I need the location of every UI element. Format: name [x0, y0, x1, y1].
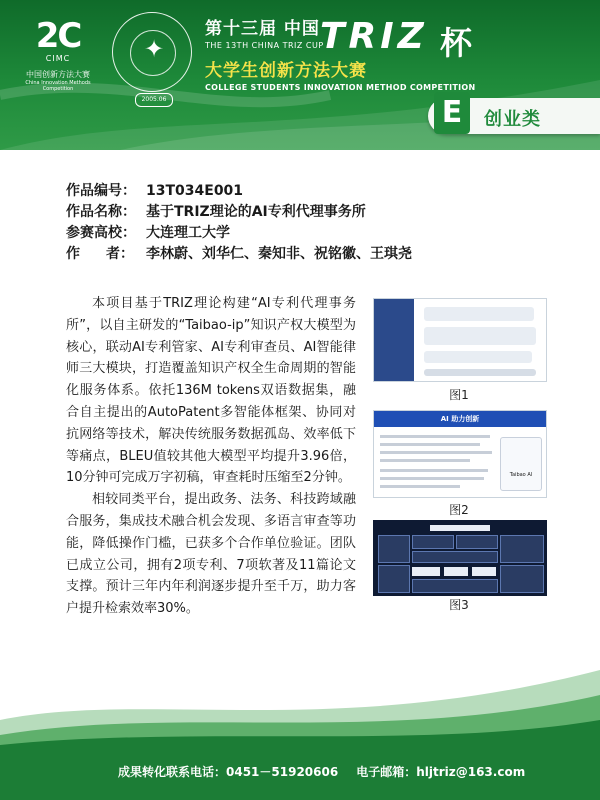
subtitle-cn: 大学生创新方法大赛 [205, 61, 367, 81]
entry-school-value: 大连理工大学 [146, 225, 230, 241]
subtitle-en: COLLEGE STUDENTS INNOVATION METHOD COMPETITION [205, 83, 476, 92]
entry-school-row [66, 223, 412, 244]
category-label: 创业类 [484, 109, 541, 130]
figure-1-screenshot [373, 298, 547, 382]
triz-wordmark: TRIZ [320, 16, 428, 57]
entry-id-label: 作品编号： [66, 183, 136, 199]
cup-wordmark: 杯 [440, 24, 473, 62]
cimc-logo-en: China Innovation Methods Competition [25, 80, 91, 92]
description-paragraph-1: 本项目基于TRIZ理论构建“AI专利代理事务所”，以自主研发的“Taibao-ip”知识产权大模型为核心，联动AI专利管家、AI专利审查员、AI智能律师三大模块，打造覆盖知识产权全生命周期的智能化服务体系。依托136M tokens双语数据集，融合自主提出的AutoPatent多智能体框架、协同对抗网络等技术，解决传统服务数据孤岛、效率低下等痛点，BLEU值较其他大模型平均提升3.96倍，10分钟可完成万字初稿，审查耗时压缩至2分钟。 [66, 296, 356, 486]
entry-author-value: 李林蔚、刘华仁、秦知非、祝铭徽、王琪尧 [146, 246, 412, 262]
footer-contact [118, 763, 525, 780]
fig1-chat-bubble [424, 351, 532, 363]
entry-name-label: 作品名称： [66, 204, 136, 220]
description-paragraph-2: 相较同类平台，提出政务、法务、科技跨域融合服务，集成技术融合机会发现、多语言审查等功能，降低操作门槛，已获多个合作单位验证。团队已成立公司，拥有2项专利、7项软著及11篇论文支撑。预计三年内年利润逐步提升至千万，助力客户提升检索效率30%。 [66, 492, 356, 617]
cimc-logo [18, 18, 98, 92]
entry-id-row [66, 181, 412, 202]
fig3-logo-box [472, 567, 496, 576]
fig1-input-bar [424, 369, 536, 376]
fig3-block [378, 535, 410, 563]
fig3-block [412, 535, 454, 549]
header-banner [0, 0, 600, 150]
fig2-text-line [380, 443, 480, 446]
footer [0, 745, 600, 800]
figure-2-screenshot [373, 410, 547, 498]
figure-3-caption: 图3 [449, 598, 469, 612]
figure-1-caption: 图1 [449, 388, 469, 402]
cimc-logo-mark: 2C [35, 16, 81, 56]
fig1-chat-bubble [424, 307, 534, 321]
footer-phone: 成果转化联系电话：0451－51920606 [118, 765, 339, 779]
fig1-sidebar [374, 299, 414, 381]
figure-3-architecture [373, 520, 547, 596]
title-cn: 第十三届 中国 [205, 19, 320, 39]
category-badge [428, 95, 600, 134]
fig2-text-line [380, 459, 470, 462]
fig2-text-line [380, 451, 492, 454]
footer-email: 电子邮箱：hljtriz@163.com [356, 765, 526, 779]
cimc-logo-cn: 中国创新方法大赛 [26, 70, 90, 79]
entry-school-label: 参赛高校： [66, 225, 136, 241]
fig3-block [456, 535, 498, 549]
fig3-block [412, 579, 498, 593]
fig1-chat-bubble [424, 327, 536, 345]
entry-name-row [66, 202, 412, 223]
entry-id-value: 13T034E001 [146, 183, 244, 199]
title-en: THE 13TH CHINA TRIZ CUP [205, 41, 324, 50]
fig2-text-line [380, 435, 490, 438]
category-letter: E [434, 92, 470, 134]
competition-seal-logo [112, 12, 192, 103]
fig3-header [430, 525, 490, 531]
fig2-card-label: Taibao AI [509, 472, 533, 478]
cimc-logo-text: CIMC [45, 54, 71, 63]
seal-star-icon: ✦ [144, 35, 165, 63]
figure-2-caption: 图2 [449, 503, 469, 517]
fig3-block [378, 565, 410, 593]
fig2-text-line [380, 469, 488, 472]
fig3-block [500, 565, 544, 593]
fig2-text-line [380, 485, 460, 488]
fig3-block [412, 551, 498, 563]
entry-author-row [66, 244, 412, 265]
author-label-part1: 作 [66, 246, 80, 262]
entry-info [66, 181, 412, 265]
entry-author-label [66, 244, 134, 265]
fig3-block [500, 535, 544, 563]
fig2-text-line [380, 477, 484, 480]
author-label-part2: 者： [106, 246, 134, 262]
entry-name-value: 基于TRIZ理论的AI专利代理事务所 [146, 204, 366, 220]
fig3-logo-box [444, 567, 468, 576]
project-description [66, 293, 356, 620]
bottom-wave-decoration [0, 650, 600, 750]
seal-year: 2005.06 [135, 93, 173, 107]
fig2-title-bar: AI 助力创新 [374, 411, 546, 427]
fig2-profile-card [500, 437, 542, 491]
fig3-logo-box [412, 567, 440, 576]
